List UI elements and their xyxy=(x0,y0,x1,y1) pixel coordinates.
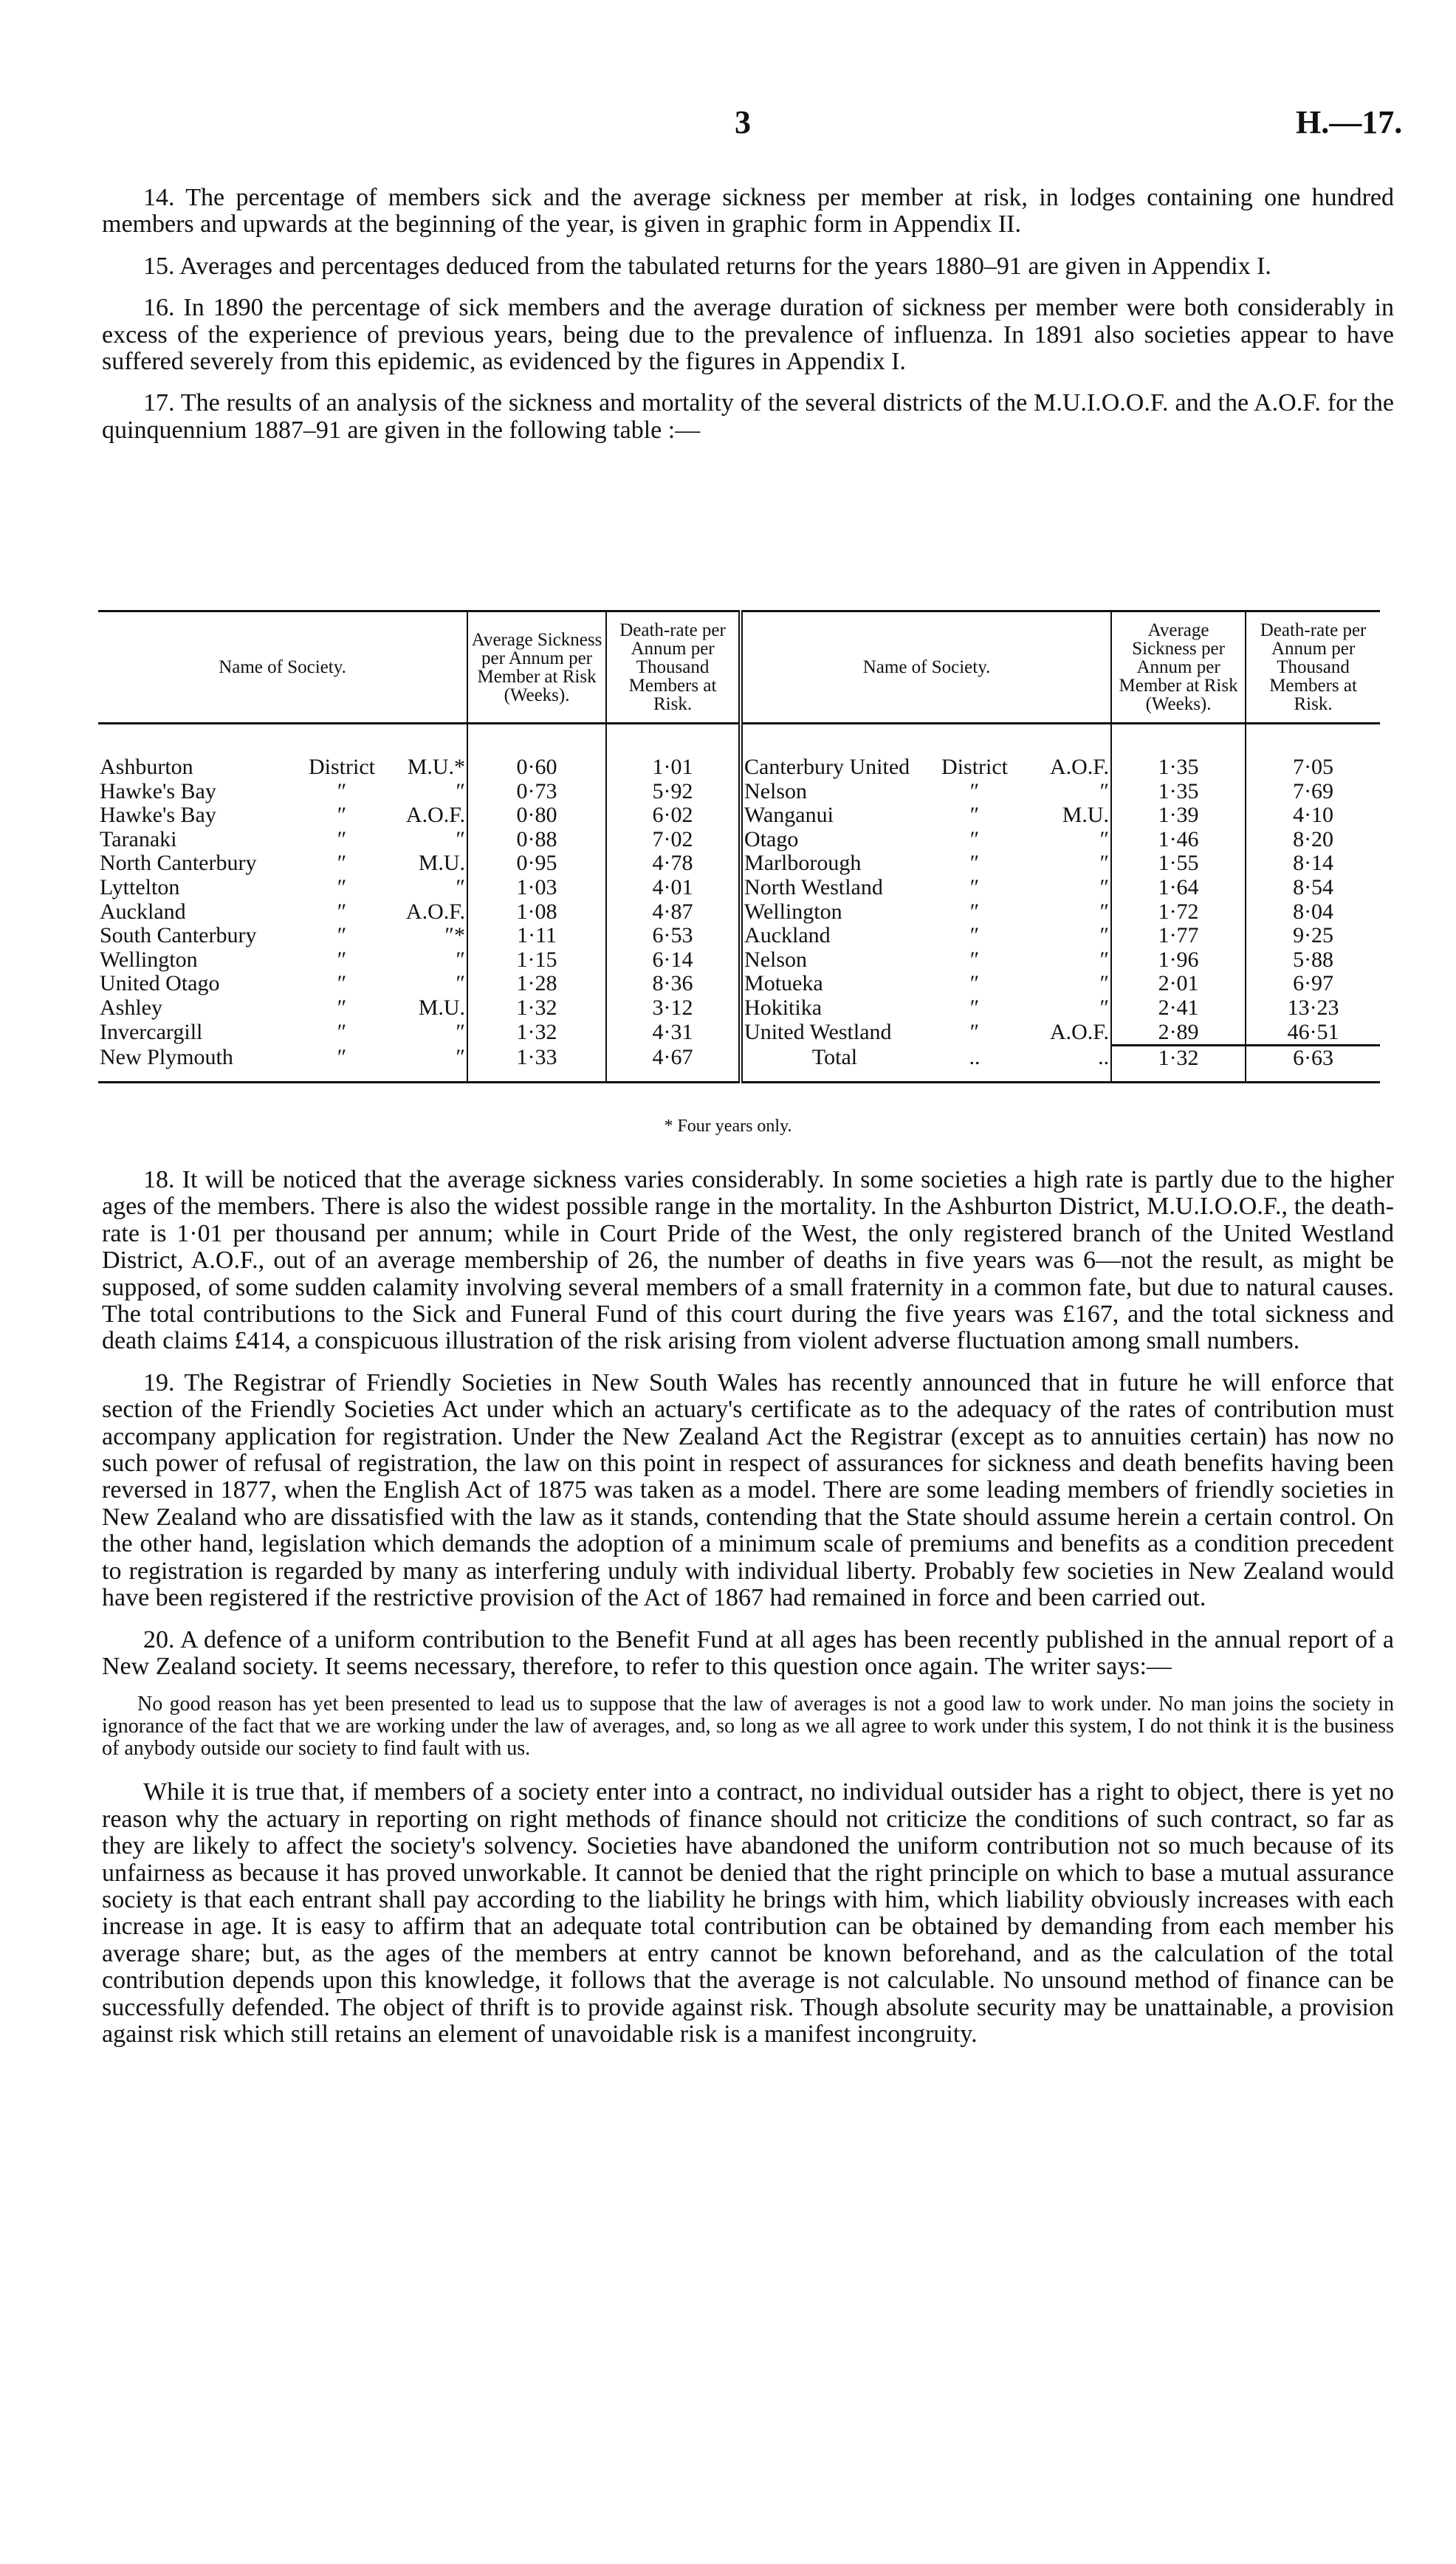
death-rate: 5·88 xyxy=(1246,948,1380,973)
district-label: ″ xyxy=(969,947,980,972)
district-label: ″ xyxy=(969,971,980,996)
average-sickness: 2·01 xyxy=(1111,972,1246,996)
death-rate: 4·87 xyxy=(606,900,741,925)
order-label: M.U. xyxy=(1062,803,1110,828)
death-rate: 7·02 xyxy=(606,828,741,852)
order-label: M.U. xyxy=(418,995,466,1020)
death-rate: 8·14 xyxy=(1246,851,1380,876)
average-sickness: 2·89 xyxy=(1111,1021,1246,1046)
death-rate: 4·31 xyxy=(606,1021,741,1046)
average-sickness: 0·95 xyxy=(467,851,606,876)
death-rate: 6·97 xyxy=(1246,972,1380,996)
district-label: ″ xyxy=(337,851,347,876)
district-label: ″ xyxy=(337,899,347,924)
society-name: Nelson xyxy=(741,780,927,804)
paragraph-18: 18. It will be noticed that the average sickness varies considerably. In some societies a high rate is partly due to the higher ages of the members. There is also the widest possible range in the mortality. In the Ashburton District, M.U.I.O.O.F., the death-rate is 1·01 per thousand per annum; while in Court Pride of the West, the only registered branch of the United Westland District, A.O.F., out of an average membership of 26, the number of deaths in five years was 6—not the result, as might be supposed, of some sudden calamity involving several members of a small fraternity in a common fate, but due to natural causes. The total contributions to the Sick and Funeral Fund of this court during the five years was £167, and the total sickness and death claims £414, a conspicuous illustration of the risk arising from violent adverse fluctuation among small numbers. xyxy=(102,1166,1394,1355)
order-label: ″ xyxy=(456,1045,466,1070)
district-label: District xyxy=(941,755,1009,779)
order-label: ″ xyxy=(1099,947,1110,972)
order-label: ″ xyxy=(1099,995,1110,1020)
paragraphs-18-20 xyxy=(102,1167,1394,2048)
death-rate: 8·20 xyxy=(1246,828,1380,852)
header-sickness-left: Average Sickness per Annum per Member at Risk (Weeks). xyxy=(467,611,606,724)
order-label: ″* xyxy=(444,923,466,948)
death-rate: 6·53 xyxy=(606,924,741,948)
average-sickness: 1·64 xyxy=(1111,876,1246,900)
header-death-rate-right: Death-rate per Annum per Thousand Members at Risk. xyxy=(1246,611,1380,724)
death-rate: 7·69 xyxy=(1246,780,1380,804)
death-rate: 9·25 xyxy=(1246,924,1380,948)
average-sickness: 1·96 xyxy=(1111,948,1246,973)
district-label: ″ xyxy=(337,995,347,1020)
society-name: Hawke's Bay xyxy=(100,778,216,803)
table-row xyxy=(98,900,1380,925)
average-sickness: 1·46 xyxy=(1111,828,1246,852)
total-sickness: 1·32 xyxy=(1111,1046,1246,1083)
table-row xyxy=(98,948,1380,973)
death-rate: 5·92 xyxy=(606,780,741,804)
order-label: A.O.F. xyxy=(405,803,466,828)
society-name: Ashley xyxy=(100,995,162,1020)
header-death-rate-left: Death-rate per Annum per Thousand Members at Risk. xyxy=(606,611,741,724)
table-row xyxy=(98,828,1380,852)
society-name: Wanganui xyxy=(741,803,927,828)
order-label: ″ xyxy=(456,874,466,899)
header-name-right: Name of Society. xyxy=(741,611,1111,724)
average-sickness: 1·15 xyxy=(467,948,606,973)
table-row xyxy=(98,996,1380,1021)
order-label: M.U. xyxy=(418,851,466,876)
death-rate: 46·51 xyxy=(1246,1021,1380,1046)
paragraph-16: 16. In 1890 the percentage of sick members and the average duration of sickness per member were both considerably in excess of the experience of previous years, being due to the prevalence of influenza. In 1891 also societies appear to have suffered severely from this epidemic, as evidenced by the figures in Appendix I. xyxy=(102,294,1394,376)
society-name: Wellington xyxy=(100,947,198,972)
district-label: ″ xyxy=(337,826,347,851)
district-label: ″ xyxy=(969,803,980,828)
total-death-rate: 6·63 xyxy=(1246,1046,1380,1083)
order-label: ″ xyxy=(1099,874,1110,899)
paragraph-17: 17. The results of an analysis of the sickness and mortality of the several districts of the M.U.I.O.O.F. and the A.O.F. for the quinquennium 1887–91 are given in the following table :— xyxy=(102,389,1394,444)
order-label: .. xyxy=(1098,1045,1110,1070)
table-row xyxy=(98,1021,1380,1046)
society-name: Marlborough xyxy=(741,851,927,876)
death-rate: 8·36 xyxy=(606,972,741,996)
death-rate: 8·04 xyxy=(1246,900,1380,925)
order-label: ″ xyxy=(1099,851,1110,876)
district-label: ″ xyxy=(969,874,980,899)
average-sickness: 1·72 xyxy=(1111,900,1246,925)
table-row xyxy=(98,924,1380,948)
table-row xyxy=(98,1046,1380,1083)
order-label: M.U.* xyxy=(407,755,466,779)
average-sickness: 1·55 xyxy=(1111,851,1246,876)
society-name: North Westland xyxy=(741,876,927,900)
society-name: Nelson xyxy=(741,948,927,973)
district-label: ″ xyxy=(969,923,980,948)
order-label: ″ xyxy=(456,778,466,803)
table-row xyxy=(98,724,1380,780)
table-row xyxy=(98,803,1380,828)
district-label: ″ xyxy=(337,1020,347,1045)
society-name: Motueka xyxy=(741,972,927,996)
paragraph-20: 20. A defence of a uniform contribution to the Benefit Fund at all ages has been recently published in the annual report of a New Zealand society. It seems necessary, therefore, to refer to this question once again. The writer says:— xyxy=(102,1625,1394,1680)
average-sickness: 1·03 xyxy=(467,876,606,900)
district-label: ″ xyxy=(969,899,980,924)
average-sickness: 1·32 xyxy=(467,996,606,1021)
average-sickness: 0·60 xyxy=(467,724,606,780)
order-label: ″ xyxy=(456,1020,466,1045)
total-label: Total xyxy=(741,1046,927,1083)
order-label: ″ xyxy=(456,971,466,996)
average-sickness: 0·88 xyxy=(467,828,606,852)
header-name-left: Name of Society. xyxy=(98,611,467,724)
order-label: ″ xyxy=(1099,826,1110,851)
order-label: ″ xyxy=(1099,923,1110,948)
average-sickness: 1·32 xyxy=(467,1021,606,1046)
society-name: Hokitika xyxy=(741,996,927,1021)
society-name: South Canterbury xyxy=(100,923,257,948)
society-name: United Westland xyxy=(741,1021,927,1046)
order-label: ″ xyxy=(456,947,466,972)
header-sickness-right: Average Sickness per Annum per Member at Risk (Weeks). xyxy=(1111,611,1246,724)
society-name: Otago xyxy=(741,828,927,852)
sickness-mortality-table xyxy=(98,610,1380,1083)
table-row xyxy=(98,851,1380,876)
paragraph-19: 19. The Registrar of Friendly Societies in New South Wales has recently announced that in future he will enforce that section of the Friendly Societies Act under which an actuary's certificate as to the adequacy of the rates of contribution must accompany application for registration. Under the New Zealand Act the Registrar (except as to annuities certain) has now no such power of refusal of registration, the law on this point in respect of assurances for sickness and death benefits having been reversed in 1877, when the English Act of 1875 was taken as a model. There are some leading members of friendly societies in New Zealand who are dissatisfied with the law as it stands, contending that the State should assume herein a certain control. On the other hand, legislation which demands the adoption of a minimum scale of premiums and benefits as a condition precedent to registration is regarded by many as interfering unduly with individual liberty. Probably few societies in New Zealand would have been registered if the restrictive provision of the Act of 1867 had remained in force and been carried out. xyxy=(102,1368,1394,1612)
order-label: ″ xyxy=(456,826,466,851)
death-rate: 7·05 xyxy=(1246,724,1380,780)
average-sickness: 1·35 xyxy=(1111,780,1246,804)
death-rate: 8·54 xyxy=(1246,876,1380,900)
district-label: .. xyxy=(969,1045,981,1070)
district-label: ″ xyxy=(337,971,347,996)
death-rate: 4·01 xyxy=(606,876,741,900)
district-label: ″ xyxy=(337,923,347,948)
death-rate: 6·14 xyxy=(606,948,741,973)
table-footnote: * Four years only. xyxy=(664,1117,792,1136)
table-row xyxy=(98,972,1380,996)
society-name: North Canterbury xyxy=(100,851,257,876)
district-label: ″ xyxy=(969,1020,980,1045)
district-label: ″ xyxy=(337,803,347,828)
average-sickness: 0·80 xyxy=(467,803,606,828)
order-label: A.O.F. xyxy=(1049,755,1110,779)
district-label: ″ xyxy=(969,778,980,803)
death-rate: 4·67 xyxy=(606,1046,741,1083)
death-rate: 13·23 xyxy=(1246,996,1380,1021)
district-label: ″ xyxy=(337,947,347,972)
table-row xyxy=(98,876,1380,900)
closing-paragraph: While it is true that, if members of a society enter into a contract, no individual outsider has a right to object, there is yet no reason why the actuary in reporting on right methods of finance should not criticize the conditions of such contract, so far as they are likely to affect the society's solvency. Societies have abandoned the uniform contribution not so much because of its unfairness as because it has proved unworkable. It cannot be denied that the right principle on which to base a mutual assurance society is that each entrant shall pay according to the liability he brings with him, which liability obviously increases with each increase in age. It is easy to affirm that an adequate total contribution can be obtained by demanding from each member his average share; but, as the ages of the members at entry cannot be known beforehand, and as the calculation of the total contribution depends upon this knowledge, it follows that the average is not calculable. No unsound method of finance can be successfully defended. The object of thrift is to provide against risk. Though absolute security may be unattainable, a provision against risk which still retains an element of unavoidable risk is a manifest incongruity. xyxy=(102,1778,1394,2048)
death-rate: 4·10 xyxy=(1246,803,1380,828)
order-label: ″ xyxy=(1099,778,1110,803)
average-sickness: 1·39 xyxy=(1111,803,1246,828)
average-sickness: 1·28 xyxy=(467,972,606,996)
society-name: United Otago xyxy=(100,971,220,996)
society-name: New Plymouth xyxy=(100,1045,233,1070)
paragraph-15: 15. Averages and percentages deduced from the tabulated returns for the years 1880–91 are given in Appendix I. xyxy=(143,252,1271,280)
society-name: Ashburton xyxy=(100,755,193,779)
document-reference: H.—17. xyxy=(1296,104,1403,140)
district-label: ″ xyxy=(337,778,347,803)
society-name: Taranaki xyxy=(100,826,177,851)
average-sickness: 1·08 xyxy=(467,900,606,925)
page-number: 3 xyxy=(735,104,751,140)
society-name: Canterbury United xyxy=(741,724,927,780)
society-name: Invercargill xyxy=(100,1020,203,1045)
society-name: Lyttelton xyxy=(100,874,180,899)
society-name: Auckland xyxy=(741,924,927,948)
average-sickness: 0·73 xyxy=(467,780,606,804)
death-rate: 6·02 xyxy=(606,803,741,828)
paragraphs-14-17 xyxy=(102,185,1394,444)
order-label: ″ xyxy=(1099,899,1110,924)
average-sickness: 1·35 xyxy=(1111,724,1246,780)
table-body xyxy=(98,724,1380,1083)
table-row xyxy=(98,780,1380,804)
district-label: District xyxy=(309,755,375,779)
society-name: Wellington xyxy=(741,900,927,925)
average-sickness: 1·11 xyxy=(467,924,606,948)
society-name: Auckland xyxy=(100,899,186,924)
order-label: A.O.F. xyxy=(1049,1020,1110,1045)
district-label: ″ xyxy=(337,874,347,899)
order-label: ″ xyxy=(1099,971,1110,996)
order-label: A.O.F. xyxy=(405,899,466,924)
district-label: ″ xyxy=(969,995,980,1020)
average-sickness: 2·41 xyxy=(1111,996,1246,1021)
district-label: ″ xyxy=(337,1045,347,1070)
paragraph-14: 14. The percentage of members sick and the average sickness per member at risk, in lodges containing one hundred members and upwards at the beginning of the year, is given in graphic form in Appendix II. xyxy=(102,184,1394,239)
quoted-passage: No good reason has yet been presented to lead us to suppose that the law of averages is not a good law to work under. No man joins the society in ignorance of the fact that we are working under the law of averages, and, so long as we all agree to work under this system, I do not think it is the business of anybody outside our society to find fault with us. xyxy=(102,1693,1394,1761)
district-label: ″ xyxy=(969,826,980,851)
average-sickness: 1·77 xyxy=(1111,924,1246,948)
society-name: Hawke's Bay xyxy=(100,803,216,828)
death-rate: 1·01 xyxy=(606,724,741,780)
death-rate: 3·12 xyxy=(606,996,741,1021)
average-sickness: 1·33 xyxy=(467,1046,606,1083)
district-label: ″ xyxy=(969,851,980,876)
death-rate: 4·78 xyxy=(606,851,741,876)
